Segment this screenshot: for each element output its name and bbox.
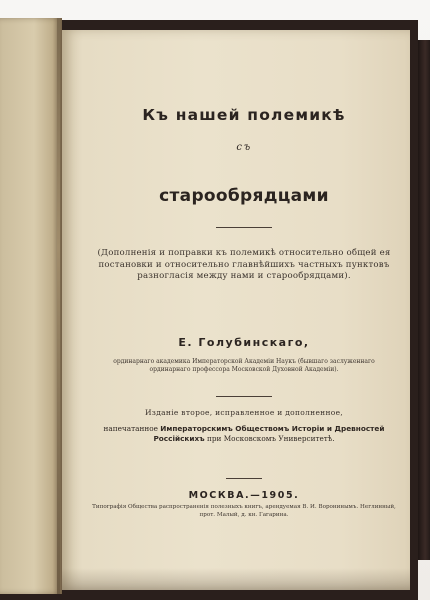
binding-edge	[0, 18, 62, 594]
edition-note: Изданіе второе, исправленное и дополненное,	[144, 408, 344, 417]
printed-suffix: при Московскомъ Университетѣ.	[206, 434, 335, 443]
author-name: Е. Голубинскаго,	[178, 336, 310, 349]
printed-by	[100, 424, 388, 444]
subtitle: (Дополненія и поправки къ полемикѣ относительно общей ея постановки и относительно главнѣйшихъ частныхъ пунктовъ разногласія между нами и старообрядцами).	[97, 248, 391, 281]
printed-society: Императорскимъ Обществомъ Исторіи и Древностей Россійскихъ	[153, 424, 385, 443]
cover-edge	[418, 40, 430, 560]
title-line-1: Къ нашей полемикѣ	[142, 106, 346, 124]
gutter-crease	[57, 18, 60, 594]
author-description: ординарнаго академика Императорской Академіи Наукъ (бывшаго заслуженнаго ординарнаго профессора Московской Духовной Академіи).	[113, 358, 375, 373]
title-line-3: старообрядцами	[159, 186, 329, 206]
title-line-2: съ	[236, 142, 252, 153]
printer-imprint: Типографія Общества распространенія полезныхъ книгъ, арендуемая В. И. Воронинымъ. Неглинный, прот. Малый, д. кн. Гагарина.	[92, 504, 396, 518]
city-year: МОСКВА.—1905.	[188, 490, 300, 501]
printed-prefix: напечатанное	[103, 424, 158, 433]
imprint-rule	[226, 478, 262, 479]
title-rule	[216, 227, 272, 228]
title-page-text	[78, 30, 410, 590]
section-rule	[216, 396, 272, 397]
